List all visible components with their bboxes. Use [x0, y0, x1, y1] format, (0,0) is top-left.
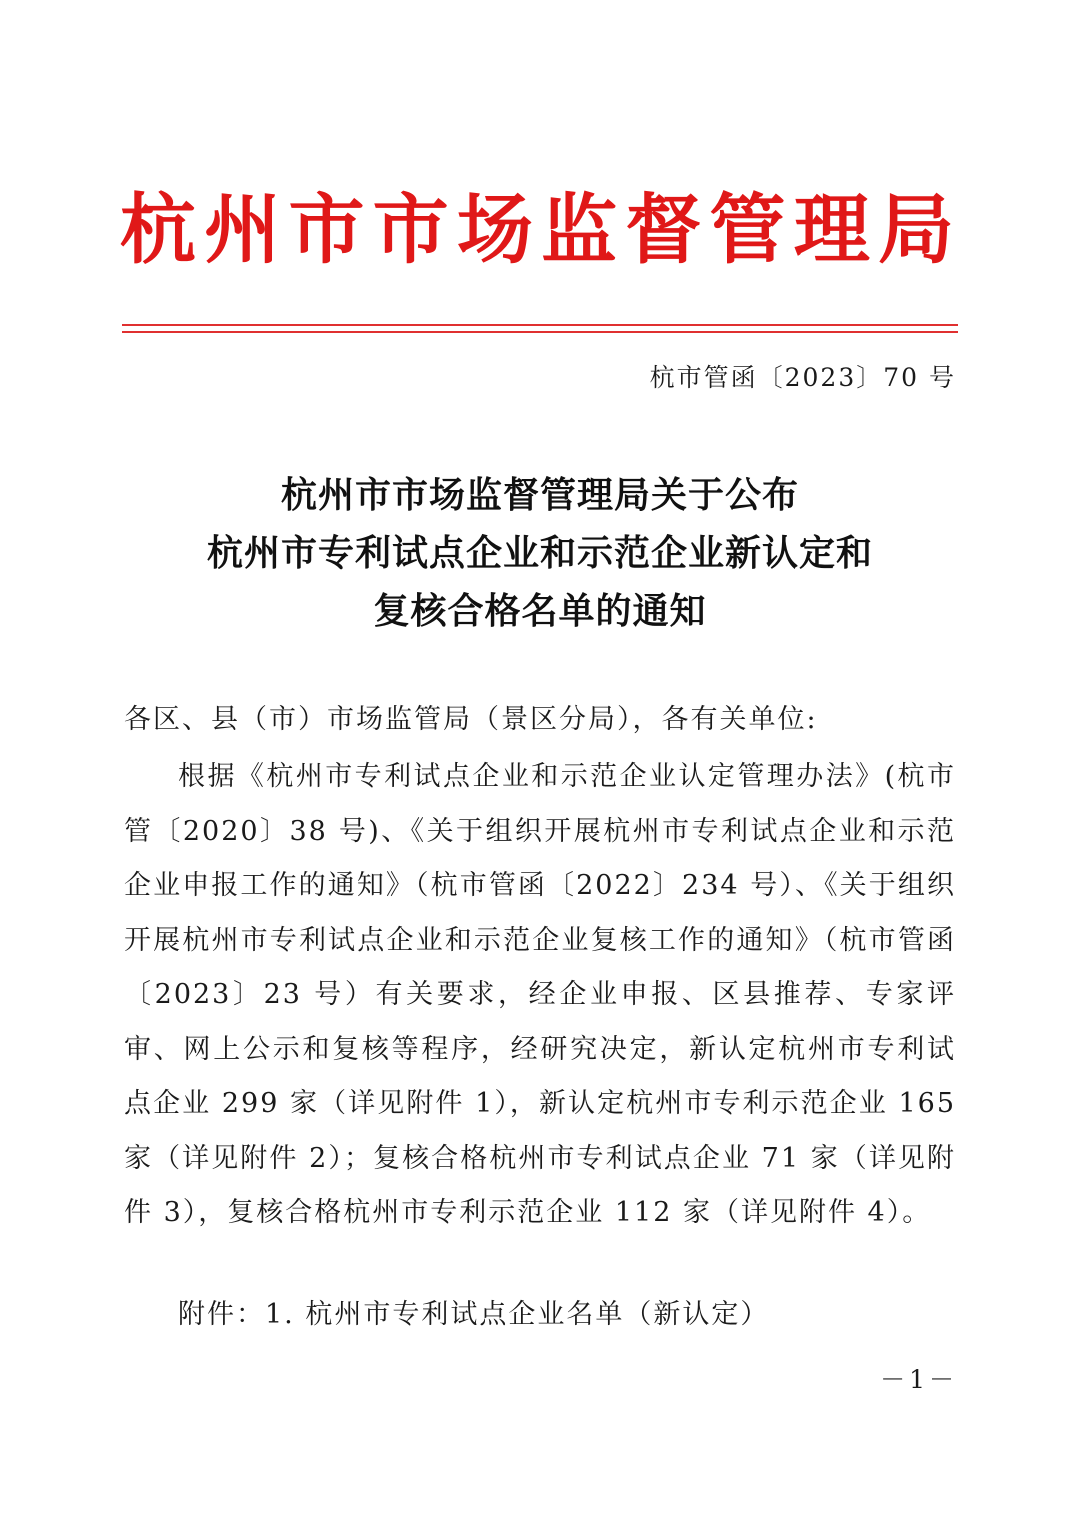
salutation: 各区、县（市）市场监管局（景区分局），各有关单位:: [124, 704, 818, 735]
agency-letterhead: 杭州市市场监督管理局: [120, 185, 960, 274]
letterhead-rule-top: [122, 324, 958, 326]
letterhead-rule-bottom: [122, 331, 958, 333]
main-paragraph: 根据《杭州市专利试点企业和示范企业认定管理办法》(杭市管〔2020〕38 号)、《关于组织开展杭州市专利试点企业和示范企业申报工作的通知》（杭市管函〔2022〕234 号）、《关于组织开展杭州市专利试点企业和示范企业复核工作的通知》（杭市管函〔2023〕23 号）有关要求，经企业申报、区县推荐、专家评审、网上公示和复核等程序，经研究决定，新认定杭州市专利试点企业 299 家（详见附件 1），新认定杭州市专利示范企业 165 家（详见附件 2）；复核合格杭州市专利试点企业 71 家（详见附件 3），复核合格杭州市专利示范企业 112 家（详见附件 4）。: [124, 761, 956, 1228]
title-line-3: 复核合格名单的通知: [373, 590, 707, 632]
document-number: 杭市管函〔2023〕70 号: [649, 363, 956, 392]
title-line-1: 杭州市市场监督管理局关于公布: [280, 474, 799, 516]
title-line-2: 杭州市专利试点企业和示范企业新认定和: [206, 532, 873, 574]
attachment-list: 附件：1. 杭州市专利试点企业名单（新认定）: [178, 1299, 770, 1330]
page-number: －1－: [880, 1365, 958, 1394]
document-title: [120, 466, 960, 640]
